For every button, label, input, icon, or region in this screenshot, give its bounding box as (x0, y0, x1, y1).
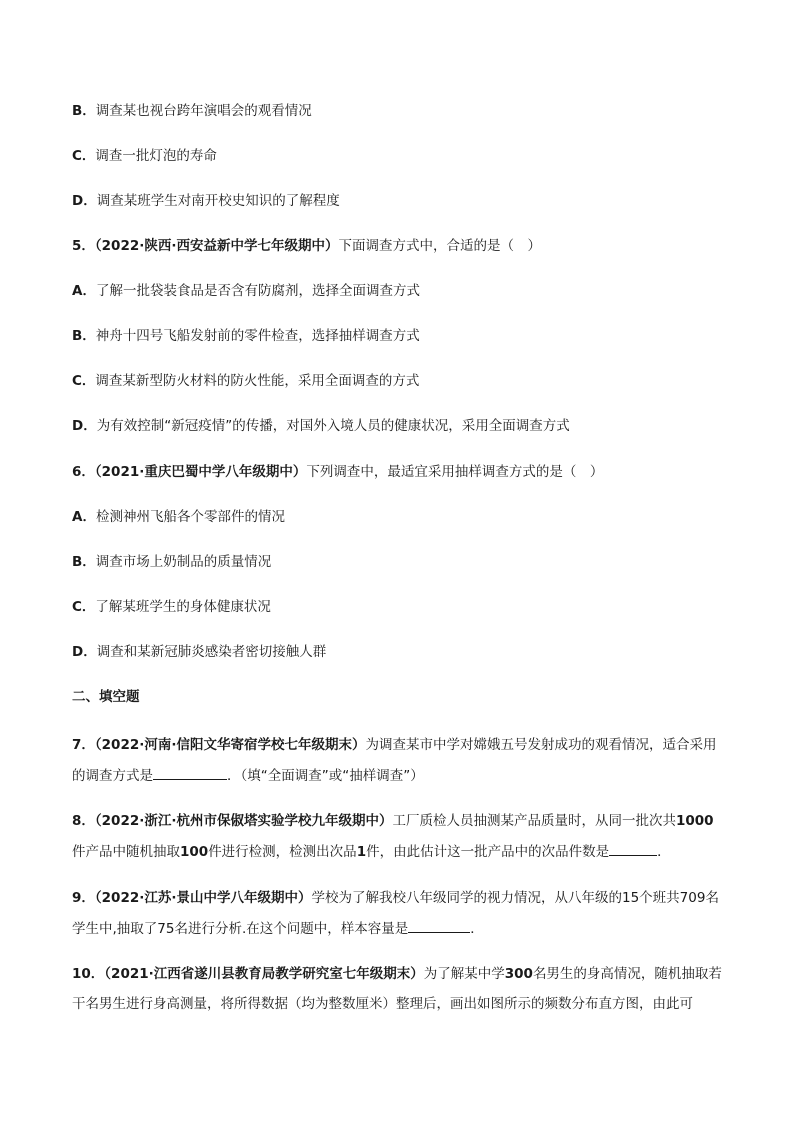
question-text: 下面调查方式中，合适的是（ ） (338, 238, 541, 254)
q9-line-1 (72, 888, 732, 908)
q8-line-2 (72, 841, 732, 862)
q5-option-d[interactable] (72, 416, 732, 436)
option-text: 调查某也视台跨年演唱会的观看情况 (95, 103, 312, 119)
option-text: 了解一批袋装食品是否含有防腐剂，选择全面调查方式 (95, 283, 420, 299)
question-text: 名男生的身高情况，随机抽取若 (532, 966, 722, 982)
q4-option-c[interactable] (72, 146, 732, 166)
q4-option-d[interactable] (72, 191, 732, 211)
option-text: 调查市场上奶制品的质量情况 (95, 554, 272, 570)
q5-option-a[interactable] (72, 281, 732, 301)
question-number: 10． (72, 966, 105, 982)
question-text: 工厂质检人员抽测某产品质量时，从同一批次共 (392, 813, 676, 829)
option-text: 调查和某新冠肺炎感染者密切接触人群 (96, 644, 327, 660)
option-letter: B． (72, 328, 96, 344)
option-letter: C． (72, 373, 96, 389)
q4-option-b[interactable] (72, 101, 732, 121)
q8-line-1 (72, 811, 732, 831)
option-letter: B． (72, 554, 96, 570)
question-text: 学校为了解我校八年级同学的视力情况，从八年级的15个班共709名 (311, 890, 719, 906)
option-letter: C． (72, 599, 96, 615)
answer-blank[interactable] (408, 918, 470, 933)
number-value: 1000 (676, 813, 714, 829)
question-number: 8． (72, 813, 95, 829)
question-text: 为了解某中学 (423, 966, 505, 982)
question-text: 件进行检测，检测出次品 (208, 844, 357, 860)
question-source: （2022·江苏·景山中学八年级期中） (94, 890, 312, 906)
number-value: 100 (180, 844, 209, 860)
option-text: 检测神州飞船各个零部件的情况 (95, 509, 285, 525)
q6-stem (72, 462, 732, 482)
question-text: 下列调查中，最适宜采用抽样调查方式的是（ ） (306, 464, 604, 480)
q10-line-1 (72, 964, 732, 984)
option-letter: A． (72, 509, 96, 525)
question-text: ． (470, 921, 484, 937)
option-letter: B． (72, 103, 96, 119)
question-number: 9． (72, 890, 95, 906)
option-text: 调查某新型防火材料的防火性能，采用全面调查的方式 (95, 373, 420, 389)
number-value: 300 (504, 966, 533, 982)
question-text: 为调查某市中学对嫦娥五号发射成功的观看情况，适合采用 (365, 737, 717, 753)
q9-line-2 (72, 918, 732, 939)
option-letter: C． (72, 148, 96, 164)
question-source: （2021·江西省遂川县教育局教学研究室七年级期末） (104, 966, 424, 982)
q6-option-b[interactable] (72, 552, 732, 572)
q10-line-2 (72, 994, 732, 1014)
number-value: 1 (356, 844, 367, 860)
option-letter: A． (72, 283, 96, 299)
question-text: ． (657, 844, 671, 860)
question-number: 5． (72, 238, 95, 254)
option-text: 调查一批灯泡的寿命 (95, 148, 217, 164)
question-text: 干名男生进行身高测量，将所得数据（均为整数厘米）整理后，画出如图所示的频数分布直方图，由此可 (72, 996, 693, 1012)
question-text: 件，由此估计这一批产品中的次品件数是 (366, 844, 610, 860)
option-text: 调查某班学生对南开校史知识的了解程度 (96, 193, 340, 209)
q5-option-b[interactable] (72, 326, 732, 346)
option-text: 神舟十四号飞船发射前的零件检查，选择抽样调查方式 (95, 328, 420, 344)
option-letter: D． (72, 418, 97, 434)
section-title: 二、填空题 (72, 689, 140, 705)
option-text: 了解某班学生的身体健康状况 (95, 599, 271, 615)
question-number: 7． (72, 737, 95, 753)
option-letter: D． (72, 193, 97, 209)
q6-option-a[interactable] (72, 507, 732, 527)
question-text: 的调查方式是 (72, 768, 153, 784)
question-text: ．（填“全面调查”或“抽样调查”） (227, 768, 424, 784)
question-number: 6． (72, 464, 95, 480)
question-source: （2021·重庆巴蜀中学八年级期中） (94, 464, 307, 480)
q7-line-1 (72, 735, 732, 755)
question-text: 件产品中随机抽取 (72, 844, 180, 860)
option-letter: D． (72, 644, 97, 660)
question-source: （2022·浙江·杭州市保俶塔实验学校九年级期中） (94, 813, 393, 829)
question-source: （2022·河南·信阳文华寄宿学校七年级期末） (94, 737, 366, 753)
question-source: （2022·陕西·西安益新中学七年级期中） (94, 238, 339, 254)
q6-option-c[interactable] (72, 597, 732, 617)
option-text: 为有效控制“新冠疫情”的传播，对国外入境人员的健康状况，采用全面调查方式 (96, 418, 570, 434)
question-text: 学生中,抽取了75名进行分析.在这个问题中，样本容量是 (72, 921, 409, 937)
q7-line-2 (72, 765, 732, 786)
answer-blank[interactable] (609, 841, 657, 856)
answer-blank[interactable] (153, 765, 227, 780)
q5-option-c[interactable] (72, 371, 732, 391)
q6-option-d[interactable] (72, 642, 732, 662)
q5-stem (72, 236, 732, 256)
